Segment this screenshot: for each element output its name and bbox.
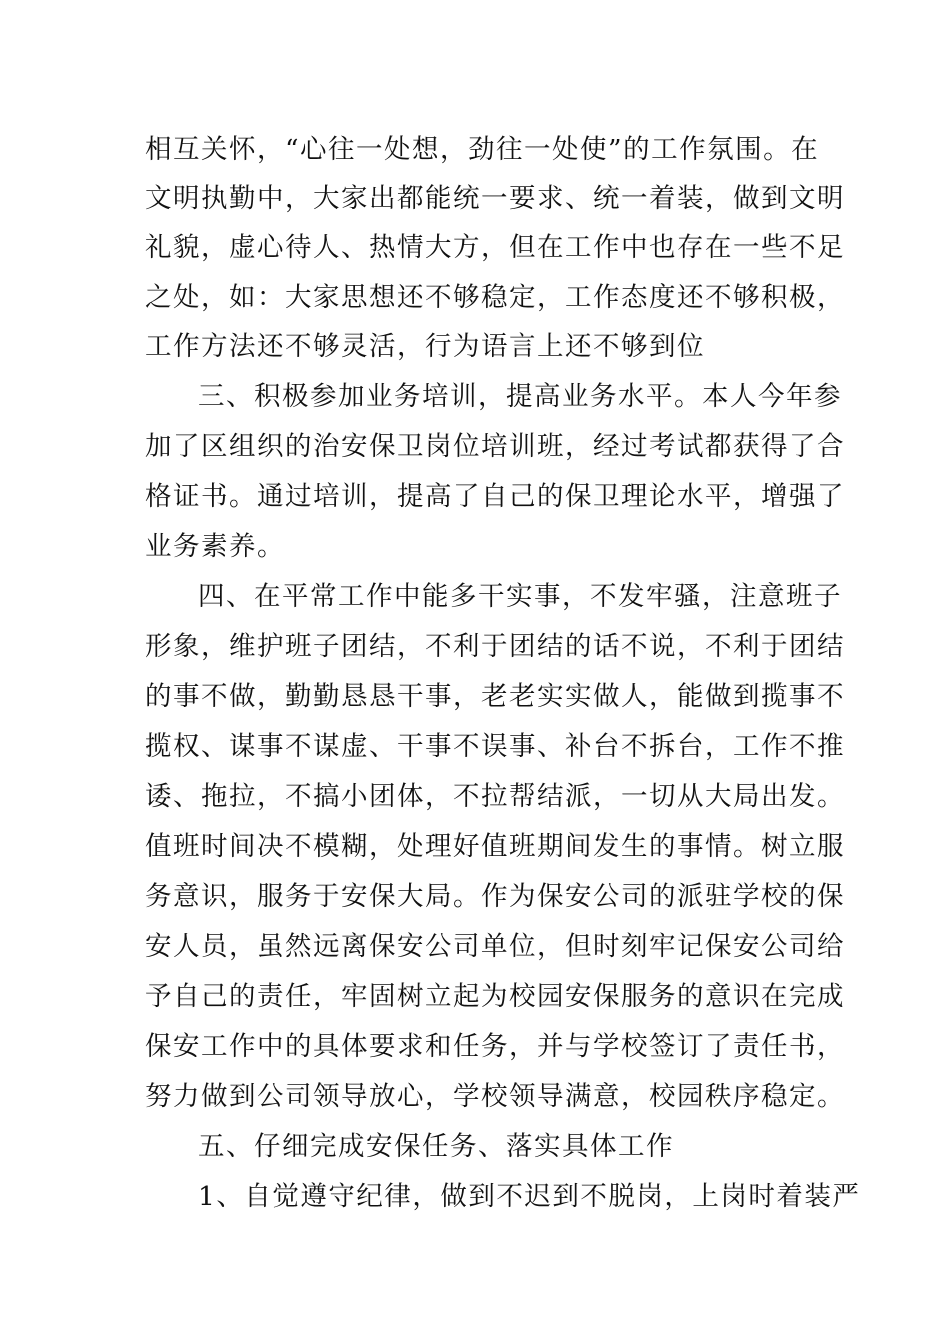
- text-line: 加了区组织的治安保卫岗位培训班，经过考试都获得了合: [145, 431, 845, 462]
- paragraph-heading-5: 五、仔细完成安保任务、落实具体工作: [198, 1131, 674, 1162]
- text-line: 努力做到公司领导放心，学校领导满意，校园秩序稳定。: [145, 1081, 845, 1112]
- text-line: 格证书。通过培训，提高了自己的保卫理论水平，增强了: [145, 481, 845, 512]
- text-line: 文明执勤中，大家出都能统一要求、统一着装，做到文明: [145, 183, 845, 214]
- text-line: 礼貌，虚心待人、热情大方，但在工作中也存在一些不足: [145, 232, 845, 263]
- text-line: 揽权、谋事不谋虚、干事不误事、补台不拆台，工作不推: [145, 731, 845, 762]
- paragraph-heading-3: 三、积极参加业务培训，提高业务水平。本人今年参: [198, 381, 842, 412]
- list-item-1: 1、自觉遵守纪律，做到不迟到不脱岗，上岗时着装严: [198, 1181, 861, 1212]
- text-line: 保安工作中的具体要求和任务，并与学校签订了责任书，: [145, 1031, 845, 1062]
- text-line: 诿、拖拉，不搞小团体，不拉帮结派，一切从大局出发。: [145, 781, 845, 812]
- text-line: 务意识，服务于安保大局。作为保安公司的派驻学校的保: [145, 881, 845, 912]
- text-line: 工作方法还不够灵活，行为语言上还不够到位: [145, 331, 705, 362]
- text-line: 相互关怀，“心往一处想，劲往一处使”的工作氛围。在: [145, 134, 820, 165]
- text-line: 予自己的责任，牢固树立起为校园安保服务的意识在完成: [145, 981, 845, 1012]
- text-line: 安人员，虽然远离保安公司单位，但时刻牢记保安公司给: [145, 931, 845, 962]
- paragraph-heading-4: 四、在平常工作中能多干实事，不发牢骚，注意班子: [198, 581, 842, 612]
- text-line: 值班时间决不模糊，处理好值班期间发生的事情。树立服: [145, 831, 845, 862]
- text-line: 之处，如：大家思想还不够稳定，工作态度还不够积极，: [145, 282, 845, 313]
- text-line: 的事不做，勤勤恳恳干事，老老实实做人，能做到揽事不: [145, 681, 845, 712]
- text-line: 形象，维护班子团结，不利于团结的话不说，不利于团结: [145, 631, 845, 662]
- text-line: 业务素养。: [145, 531, 285, 562]
